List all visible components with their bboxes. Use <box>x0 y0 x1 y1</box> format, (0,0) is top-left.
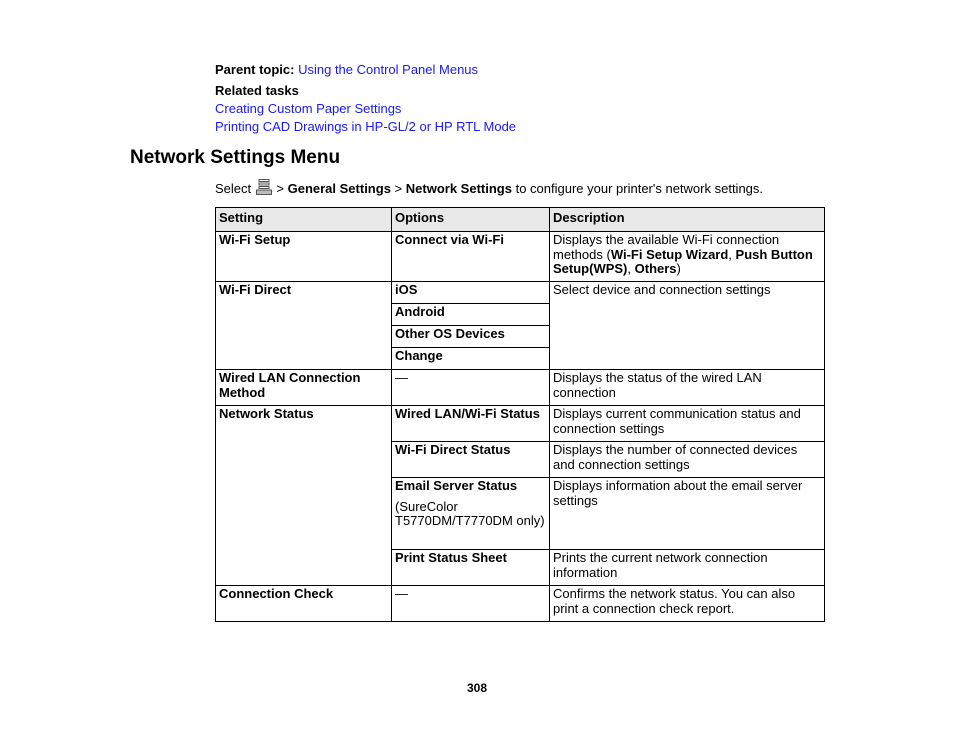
description-cell: Displays information about the email server settings <box>550 478 825 550</box>
setting-cell: Wi-Fi Setup <box>216 232 392 282</box>
description-cell: Confirms the network status. You can also print a connection check report. <box>550 586 825 622</box>
intro-general-settings: General Settings <box>287 181 391 196</box>
desc-text: , <box>728 246 736 262</box>
related-link-custom-paper[interactable] <box>215 101 401 117</box>
table-row <box>216 370 825 406</box>
parent-topic-link[interactable]: Using the Control Panel Menus <box>298 62 479 77</box>
intro-sep-1: > <box>276 181 284 196</box>
intro-line <box>215 179 763 197</box>
header-setting: Setting <box>216 208 392 232</box>
option-cell: Print Status Sheet <box>392 550 550 586</box>
option-cell: Android <box>392 304 550 326</box>
option-label: Email Server Status <box>395 478 518 493</box>
desc-bold: Wi-Fi Setup Wizard <box>610 246 729 262</box>
option-cell: — <box>392 370 550 406</box>
related-link-cad-drawings-text[interactable]: Printing CAD Drawings in HP-GL/2 or HP RTL Mode <box>215 119 517 134</box>
desc-bold: Others <box>634 261 677 276</box>
desc-text: Displays the available Wi-Fi connection methods ( <box>553 232 780 262</box>
desc-bold: Push Button Setup(WPS) <box>553 246 813 276</box>
description-cell: Displays the number of connected devices and connection settings <box>550 442 825 478</box>
related-tasks-heading <box>215 83 299 99</box>
desc-text: , <box>627 261 635 276</box>
setting-cell: Network Status <box>216 406 392 586</box>
description-cell: Displays the status of the wired LAN connection <box>550 370 825 406</box>
intro-network-settings: Network Settings <box>405 181 512 196</box>
section-title: Network Settings Menu <box>130 147 341 168</box>
option-cell: Change <box>392 348 550 370</box>
setting-cell: Connection Check <box>216 586 392 622</box>
option-cell: Wi-Fi Direct Status <box>392 442 550 478</box>
related-tasks-label: Related tasks <box>215 83 299 98</box>
header-options: Options <box>392 208 550 232</box>
setting-cell: Wi-Fi Direct <box>216 282 392 370</box>
description-cell <box>550 232 825 282</box>
table-row <box>216 586 825 622</box>
option-cell: iOS <box>392 282 550 304</box>
intro-select: Select <box>215 181 252 196</box>
option-cell <box>392 478 550 550</box>
desc-text: ) <box>676 261 681 276</box>
option-cell: Connect via Wi-Fi <box>392 232 550 282</box>
table-row <box>216 232 825 282</box>
option-note: (SureColor T5770DM/T7770DM only) <box>395 498 545 528</box>
parent-topic-label: Parent topic: <box>215 62 295 77</box>
related-link-custom-paper-text[interactable]: Creating Custom Paper Settings <box>215 101 402 116</box>
table-header-row <box>216 208 825 232</box>
related-link-cad-drawings[interactable] <box>215 119 516 135</box>
description-cell: Prints the current network connection information <box>550 550 825 586</box>
parent-topic <box>215 62 478 78</box>
page-number: 308 <box>466 681 488 695</box>
option-cell: — <box>392 586 550 622</box>
intro-tail: to configure your printer's network settings. <box>515 181 764 196</box>
description-cell: Displays current communication status and connection settings <box>550 406 825 442</box>
table-row <box>216 406 825 442</box>
network-settings-table <box>215 207 825 622</box>
option-cell: Wired LAN/Wi-Fi Status <box>392 406 550 442</box>
setting-cell: Wired LAN Connection Method <box>216 370 392 406</box>
header-description: Description <box>550 208 825 232</box>
option-cell: Other OS Devices <box>392 326 550 348</box>
table-row <box>216 282 825 304</box>
menu-icon <box>256 179 272 195</box>
intro-sep-2: > <box>394 181 403 196</box>
description-cell: Select device and connection settings <box>550 282 825 370</box>
